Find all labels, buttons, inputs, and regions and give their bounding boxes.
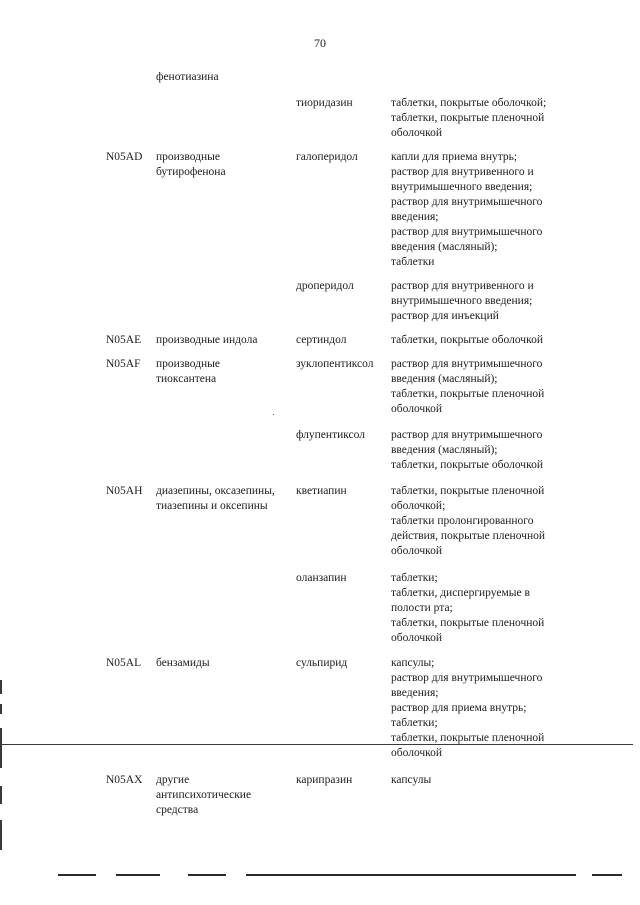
form-line: таблетки, покрытые пленочной	[391, 112, 545, 124]
left-scan-marks	[0, 0, 4, 905]
form-line: таблетки, покрытые пленочной	[391, 388, 545, 400]
form-line: таблетки	[391, 256, 435, 268]
form-line: таблетки, покрытые оболочкой;	[391, 97, 547, 109]
form-cell	[391, 428, 591, 473]
scan-speck	[273, 414, 274, 415]
form-cell	[391, 656, 591, 761]
atc-code: N05AE	[106, 334, 142, 346]
drug-cell: сульпирид	[296, 657, 348, 669]
group-line: производные	[156, 358, 220, 370]
group-line: тиазепины и оксепины	[156, 500, 268, 512]
group-line: тиоксантена	[156, 373, 217, 385]
group-line: бензамиды	[156, 657, 210, 669]
form-line: таблетки;	[391, 717, 438, 729]
scan-mark	[188, 874, 226, 876]
form-line: оболочкой	[391, 545, 443, 557]
form-line: раствор для внутримышечного	[391, 196, 543, 208]
form-line: оболочкой;	[391, 500, 446, 512]
atc-code: N05AH	[106, 485, 143, 497]
form-line: оболочкой	[391, 632, 443, 644]
scan-mark	[246, 874, 576, 876]
form-cell	[391, 571, 591, 646]
group-cell	[156, 773, 296, 818]
group-line: антипсихотические	[156, 789, 252, 801]
group-line: другие	[156, 774, 190, 786]
form-cell	[391, 333, 591, 348]
form-line: введения;	[391, 687, 439, 699]
drug-cell: сертиндол	[296, 334, 347, 346]
group-cell	[156, 357, 296, 387]
group-cell	[156, 70, 296, 85]
group-line: бутирофенона	[156, 166, 226, 178]
form-line: таблетки, диспергируемые в	[391, 587, 530, 599]
form-line: капсулы	[391, 774, 432, 786]
scan-fold-line	[0, 744, 633, 745]
form-line: введения (масляный);	[391, 241, 498, 253]
scan-mark	[0, 786, 2, 804]
scan-mark	[0, 680, 2, 694]
form-line: таблетки, покрытые оболочкой	[391, 334, 543, 346]
group-cell	[156, 656, 296, 671]
form-line: оболочкой	[391, 403, 443, 415]
form-line: таблетки;	[391, 572, 438, 584]
atc-code: N05AL	[106, 657, 142, 669]
scan-mark	[116, 874, 160, 876]
form-line: раствор для внутривенного и	[391, 166, 534, 178]
drug-cell: дроперидол	[296, 280, 354, 292]
form-line: капсулы;	[391, 657, 435, 669]
drug-cell: кветиапин	[296, 485, 347, 497]
group-cell	[156, 484, 296, 514]
group-line: диазепины, оксазепины,	[156, 485, 275, 497]
bottom-scan-marks	[0, 874, 640, 878]
form-cell	[391, 484, 591, 559]
drug-cell: зуклопентиксол	[296, 358, 374, 370]
page-number: 70	[314, 36, 326, 50]
form-line: таблетки, покрытые пленочной	[391, 485, 545, 497]
form-line: таблетки, покрытые оболочкой	[391, 459, 543, 471]
form-cell	[391, 279, 591, 324]
scan-mark	[0, 728, 2, 768]
group-cell	[156, 150, 296, 180]
form-cell	[391, 150, 591, 270]
atc-code: N05AF	[106, 358, 141, 370]
scan-mark	[0, 704, 2, 714]
form-cell	[391, 357, 591, 417]
form-line: раствор для внутримышечного	[391, 358, 543, 370]
form-line: таблетки пролонгированного	[391, 515, 534, 527]
drug-cell: флупентиксол	[296, 429, 365, 441]
form-line: введения;	[391, 211, 439, 223]
group-line: средства	[156, 804, 199, 816]
form-line: оболочкой	[391, 747, 443, 759]
form-line: внутримышечного введения;	[391, 181, 533, 193]
form-line: капли для приема внутрь;	[391, 151, 518, 163]
drug-cell: карипразин	[296, 774, 353, 786]
group-line: производные	[156, 151, 220, 163]
form-line: таблетки, покрытые пленочной	[391, 732, 545, 744]
form-cell	[391, 96, 591, 141]
form-line: таблетки, покрытые пленочной	[391, 617, 545, 629]
atc-code: N05AX	[106, 774, 143, 786]
drug-cell: тиоридазин	[296, 97, 353, 109]
form-line: оболочкой	[391, 127, 443, 139]
form-line: раствор для внутривенного и	[391, 280, 534, 292]
group-line: фенотиазина	[156, 71, 219, 83]
scan-mark	[592, 874, 622, 876]
form-line: полости рта;	[391, 602, 453, 614]
form-line: введения (масляный);	[391, 373, 498, 385]
form-cell	[391, 773, 591, 788]
drug-cell: оланзапин	[296, 572, 347, 584]
form-line: внутримышечного введения;	[391, 295, 533, 307]
group-line: производные индола	[156, 334, 258, 346]
form-line: раствор для приема внутрь;	[391, 702, 527, 714]
scan-mark	[58, 874, 96, 876]
atc-code: N05AD	[106, 151, 143, 163]
form-line: раствор для внутримышечного	[391, 226, 543, 238]
form-line: раствор для инъекций	[391, 310, 499, 322]
form-line: введения (масляный);	[391, 444, 498, 456]
group-cell	[156, 333, 296, 348]
form-line: раствор для внутримышечного	[391, 672, 543, 684]
scan-mark	[0, 820, 2, 850]
form-line: раствор для внутримышечного	[391, 429, 543, 441]
form-line: действия, покрытые пленочной	[391, 530, 546, 542]
drug-cell: галоперидол	[296, 151, 358, 163]
